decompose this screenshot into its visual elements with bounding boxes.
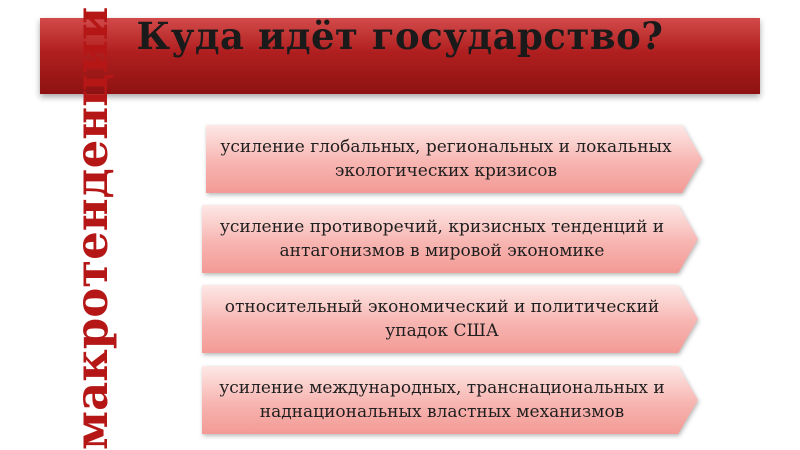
trend-text-4: усиление международных, транснациональных и наднациональных властных механизмов xyxy=(219,378,665,422)
trend-text-3: относительный экономический и политический упадок США xyxy=(224,297,660,341)
trend-text-1: усиление глобальных, региональных и локальных экологических кризисов xyxy=(220,137,672,181)
trend-arrow-3 xyxy=(202,285,698,353)
slide-title: Куда идёт государство? xyxy=(136,14,664,58)
trend-text-2: усиление противоречий, кризисных тенденций и антагонизмов в мировой экономике xyxy=(219,217,665,261)
vertical-label: макротенденции xyxy=(65,6,118,450)
trend-arrow-1 xyxy=(206,125,702,193)
trend-arrow-4 xyxy=(202,366,698,434)
trend-arrow-2 xyxy=(202,205,698,273)
